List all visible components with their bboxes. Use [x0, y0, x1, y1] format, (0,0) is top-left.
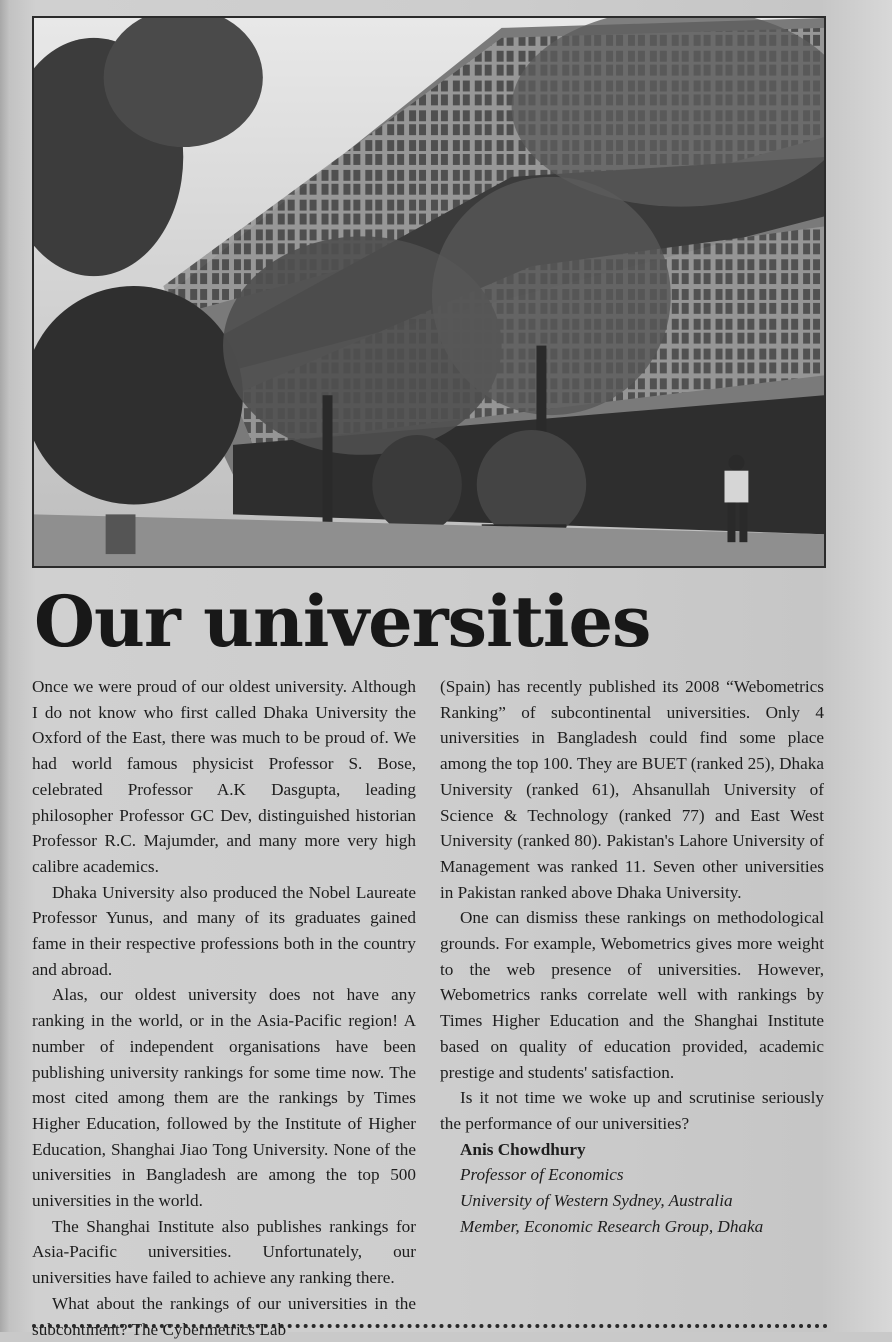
photo-illustration: [34, 18, 824, 566]
paragraph: Alas, our oldest university does not have any ranking in the world, or in the Asia-Pacific region! A number of independent organisations have been publishing university rankings for some time now. The most cited among them are the rankings by Times Higher Education, followed by the Institute of Higher Education, Shanghai Jiao Tong University. None of the universities in Bangladesh are among the top 500 universities in the world.: [32, 985, 416, 1211]
article-column-right: [440, 674, 824, 1239]
paragraph: The Shanghai Institute also publishes rankings for Asia-Pacific universities. Unfortunately, our universities have failed to achieve any ranking there.: [32, 1216, 416, 1288]
article-column-left: [32, 674, 416, 1342]
paragraph: Dhaka University also produced the Nobel Laureate Professor Yunus, and many of its graduates gained fame in their respective professions both in the country and abroad.: [32, 882, 416, 979]
headline: Our universities: [34, 580, 651, 663]
paragraph: Once we were proud of our oldest university. Although I do not know who first called Dhaka University the Oxford of the East, there was much to be proud of. We had world famous physicist Professor S. Bose, celebrated Professor A.K Dasgupta, leading philosopher Professor GC Dev, distinguished historian Professor R.C. Majumder, and many more very high calibre academics.: [32, 677, 416, 876]
paragraph: (Spain) has recently published its 2008 “Webometrics Ranking” of subcontinental universities. Only 4 universities in Bangladesh could find some place among the top 100. They are BUET (ranked 25), Dhaka University (ranked 61), Ahsanullah University of Science & Technology (ranked 77) and East West University (ranked 80). Pakistan's Lahore University of Management was ranked 11. Seven other universities in Pakistan ranked above Dhaka University.: [440, 677, 824, 902]
dotted-divider: [32, 1324, 828, 1328]
author-name: Anis Chowdhury: [460, 1139, 586, 1159]
paragraph: One can dismiss these rankings on methodological grounds. For example, Webometrics gives more weight to the web presence of universities. However, Webometrics ranks correlate well with rankings by Times Higher Education and the Shanghai Institute based on quality of education provided, academic prestige and students' satisfaction.: [440, 908, 824, 1082]
author-affiliation: Member, Economic Research Group, Dhaka: [460, 1216, 764, 1236]
author-affiliation: University of Western Sydney, Australia: [460, 1191, 733, 1211]
paragraph: What about the rankings of our universities in the subcontinent? The Cybermetrics Lab: [32, 1293, 416, 1339]
campus-building-photo: [32, 16, 826, 568]
page-edge: [0, 0, 10, 1332]
author-title: Professor of Economics: [460, 1165, 624, 1185]
paragraph: Is it not time we woke up and scrutinise seriously the performance of our universities?: [440, 1088, 824, 1133]
